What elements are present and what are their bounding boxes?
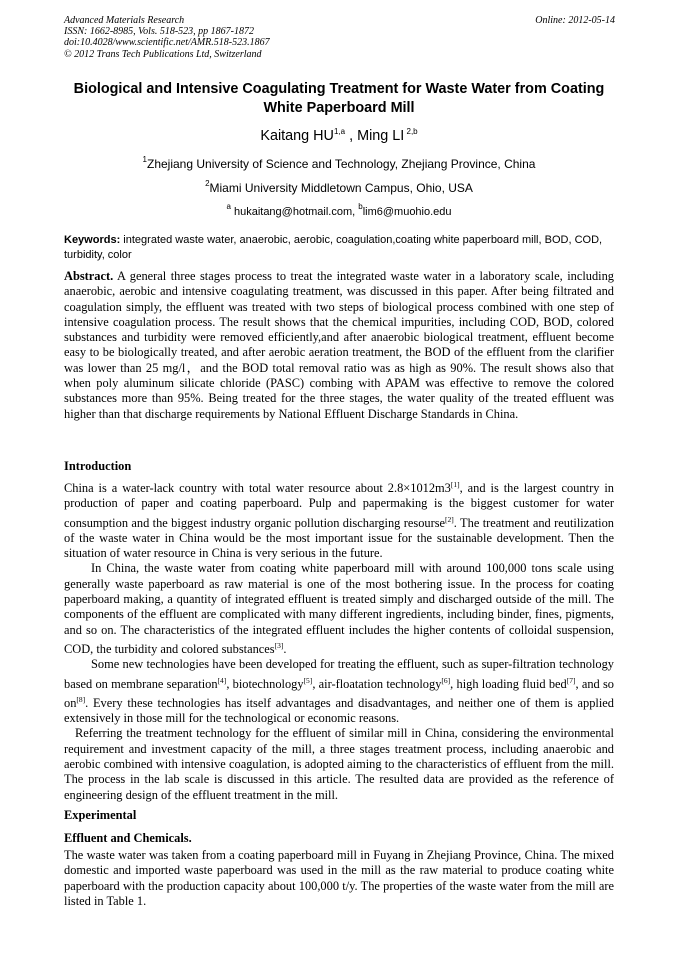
experimental-heading: Experimental <box>64 808 137 822</box>
author-2: Ming LI <box>357 128 405 144</box>
effluent-subheading: Effluent and Chemicals. <box>64 831 192 845</box>
intro-paragraph-1 <box>64 477 614 561</box>
keywords-block <box>64 233 614 262</box>
intro-paragraph-4: Referring the treatment technology for the effluent of similar mill in China, considering the environmental requirement and investment capacity of the mill, a three stages treatment process, including anaerobic and aerobic combined with intensive coagulation, is adopted aiming to the characteristics of effluent from the mill. The process in the lab scale is discussed in this article. The resulted data are provided as the reference of engineering design of the effluent treatment in the mill. <box>64 726 614 802</box>
author-separator: , <box>345 128 358 144</box>
citation-ref: [6] <box>441 675 451 685</box>
citation-ref: [3] <box>274 640 284 650</box>
abstract-block <box>64 269 614 422</box>
issn-line: ISSN: 1662-8985, Vols. 518-523, pp 1867-1872 <box>64 26 254 38</box>
citation-ref: [5] <box>303 675 313 685</box>
email-a-sup: a <box>226 202 231 211</box>
intro-paragraph-2 <box>64 561 614 657</box>
paper-title: Biological and Intensive Coagulating Treatment for Waste Water from Coating White Paperboard Mill <box>73 81 605 116</box>
intro-p3-text-a: Some new technologies have been developed for treating the effluent, such as super-filtration technology based on membrane separation <box>64 657 614 691</box>
intro-p3-text-c: , air-floatation technology <box>312 676 442 691</box>
experimental-body <box>64 848 614 909</box>
introduction-heading: Introduction <box>64 459 132 473</box>
intro-p1-text-b: , and is the largest country in production of paper and coating paperboard. Pulp and papermaking is the biggest customer for water consumption and the biggest industry organic pollution discharging resourse <box>64 481 614 530</box>
introduction-body <box>64 477 614 803</box>
citation-ref: [4] <box>217 675 227 685</box>
keywords-text: integrated waste water, anaerobic, aerobic, coagulation,coating white paperboard mill, BOD, COD, turbidity, color <box>64 234 603 261</box>
journal-name: Advanced Materials Research <box>64 15 185 26</box>
journal-meta <box>64 15 270 60</box>
keywords-label: Keywords: <box>64 234 121 246</box>
online-date: Online: 2012-05-14 <box>535 15 615 26</box>
intro-p3-text-e: , and so on <box>64 676 615 710</box>
email-b-sup: b <box>358 202 363 211</box>
citation-ref: [7] <box>566 675 576 685</box>
email-b: lim6@muohio.edu <box>362 206 452 218</box>
abstract-label: Abstract. <box>64 269 114 283</box>
affiliation-1-text: Zhejiang University of Science and Technology, Zhejiang Province, China <box>147 157 536 171</box>
intro-p1-text-a: China is a water-lack country with total water resource about 2.8×1012m3 <box>64 481 451 495</box>
author-2-sup: 2,b <box>404 127 418 136</box>
affiliation-2 <box>0 179 678 195</box>
intro-p2-text-a: In China, the waste water from coating white paperboard mill with around 100,000 tons scale using generally waste paperboard as raw material is one of the most bothering issue. In the process for coating paperboard making, a quantity of integrated effluent is treated simply and discharged outside of the mill. The components of the effluent are complicated with many different ingredients, including binder, fines, pigments, and so on. The characteristics of the integrated effluent includes the higher contents of colloidal suspension, COD, the turbidity and colored substances <box>64 561 614 656</box>
citation-ref: [8] <box>76 694 86 704</box>
abstract-text: A general three stages process to treat the integrated waste water in a laboratory scale, including anaerobic, aerobic and intensive coagulating treatment, was discussed in this paper. After being filtrated and coagulation simply, the effluent was treated with two steps of biological process combined with one step of intensive coagulation process. The result shows that the chemical impurities, including COD, BOD, colored substances and turbidity were removed efficiently,and after anaerobic biological treatment, effluent become easy to be biologically treated, and after aerobic aeration treatment, the BOD of the effluent from the clarifier was lower than 25 mg/l，and the BOD total removal ratio was as high as 90%. The result shows also that when poly aluminum silicate chloride (PASC) combing with APAM was effective to remove the colored substances more than 95%. Being treated for the three stages, the water quality of the treated effluent was higher than that discharge requirements by National Effluent Discharge Standards in China. <box>64 269 614 421</box>
author-1: Kaitang HU <box>260 128 334 144</box>
affiliation-2-sup: 2 <box>205 179 210 188</box>
affiliation-1-sup: 1 <box>142 155 147 164</box>
intro-p3-text-d: , high loading fluid bed <box>450 676 567 691</box>
intro-p3-text-f: . Every these technologies has itself advantages and disadvantages, and neither one of them is applied extensively in those mill for the technological or economic reasons. <box>64 695 614 726</box>
email-line <box>0 202 678 218</box>
citation-ref: [1] <box>450 480 460 489</box>
intro-paragraph-3 <box>64 657 614 726</box>
intro-p2-text-b: . <box>283 641 287 656</box>
author-line <box>0 127 678 144</box>
copyright-line: © 2012 Trans Tech Publications Ltd, Switzerland <box>64 48 262 60</box>
intro-p1-text-c: . The treatment and reutilization of the waste water in China would be the most important issue for the sustainable development. Then the situation of water resource in China is very serious in the future. <box>64 515 614 561</box>
intro-p3-text-b: , biotechnology <box>226 676 304 691</box>
doi-line: doi:10.4028/www.scientific.net/AMR.518-523.1867 <box>64 37 270 49</box>
email-a: hukaitang@hotmail.com, <box>230 206 359 218</box>
citation-ref: [2] <box>445 514 454 524</box>
affiliation-1 <box>0 155 678 171</box>
affiliation-2-text: Miami University Middletown Campus, Ohio, USA <box>209 181 473 195</box>
experimental-paragraph-1: The waste water was taken from a coating paperboard mill in Fuyang in Zhejiang Province, China. The mixed domestic and imported waste paperboard was used in the mill as the raw material to produce coating white paperboard with the production capacity about 100,000 t/y. The properties of the waste water from the mill are listed in Table 1. <box>64 848 614 908</box>
author-1-sup: 1,a <box>333 127 346 136</box>
